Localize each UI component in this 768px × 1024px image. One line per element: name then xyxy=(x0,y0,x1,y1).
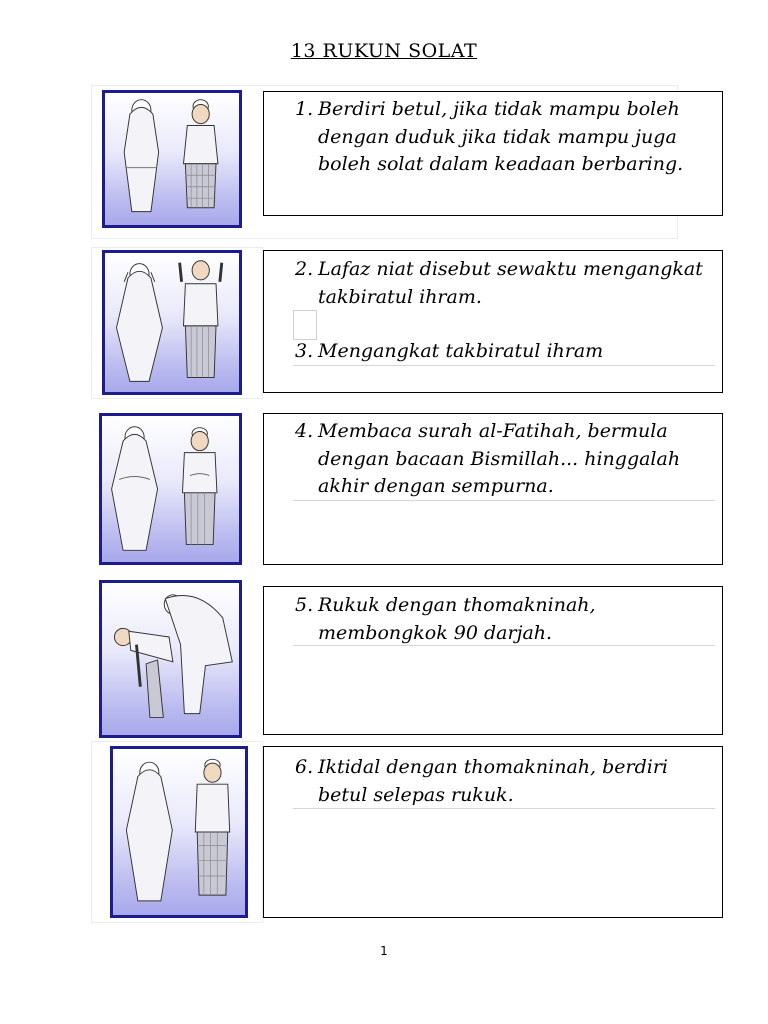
iktidal-couple-illustration xyxy=(110,746,248,918)
step-number: 3. xyxy=(295,340,314,362)
step-3 xyxy=(295,338,715,366)
standing-couple-illustration xyxy=(102,90,242,228)
step-1 xyxy=(295,96,715,179)
step-number: 5. xyxy=(295,594,314,616)
step-2 xyxy=(295,256,715,311)
takbir-couple-illustration xyxy=(102,250,242,395)
step-number: 2. xyxy=(295,258,314,280)
step-6 xyxy=(295,754,715,809)
page-number: 1 xyxy=(380,944,388,958)
rukuk-couple-illustration xyxy=(99,580,242,738)
decor-box xyxy=(293,310,317,340)
divider xyxy=(293,645,715,646)
step-text: Rukuk dengan thomakninah, membongkok 90 darjah. xyxy=(318,594,596,644)
step-text: Membaca surah al-Fatihah, bermula dengan bacaan Bismillah... hinggalah akhir dengan sempurna. xyxy=(318,420,681,497)
step-5 xyxy=(295,592,715,647)
step-text: Lafaz niat disebut sewaktu mengangkat takbiratul ihram. xyxy=(318,258,703,308)
page-title: 13 RUKUN SOLAT xyxy=(290,40,478,62)
step-text: Mengangkat takbiratul ihram xyxy=(318,340,604,362)
step-4 xyxy=(295,418,715,501)
step-number: 4. xyxy=(295,420,314,442)
qiyam-couple-illustration xyxy=(99,413,242,565)
divider xyxy=(293,808,715,809)
step-number: 1. xyxy=(295,98,314,120)
divider xyxy=(293,500,715,501)
step-number: 6. xyxy=(295,756,314,778)
divider xyxy=(293,365,715,366)
step-text: Iktidal dengan thomakninah, berdiri betul selepas rukuk. xyxy=(318,756,668,806)
step-text: Berdiri betul, jika tidak mampu boleh dengan duduk jika tidak mampu juga boleh solat dalam keadaan berbaring. xyxy=(318,98,684,175)
